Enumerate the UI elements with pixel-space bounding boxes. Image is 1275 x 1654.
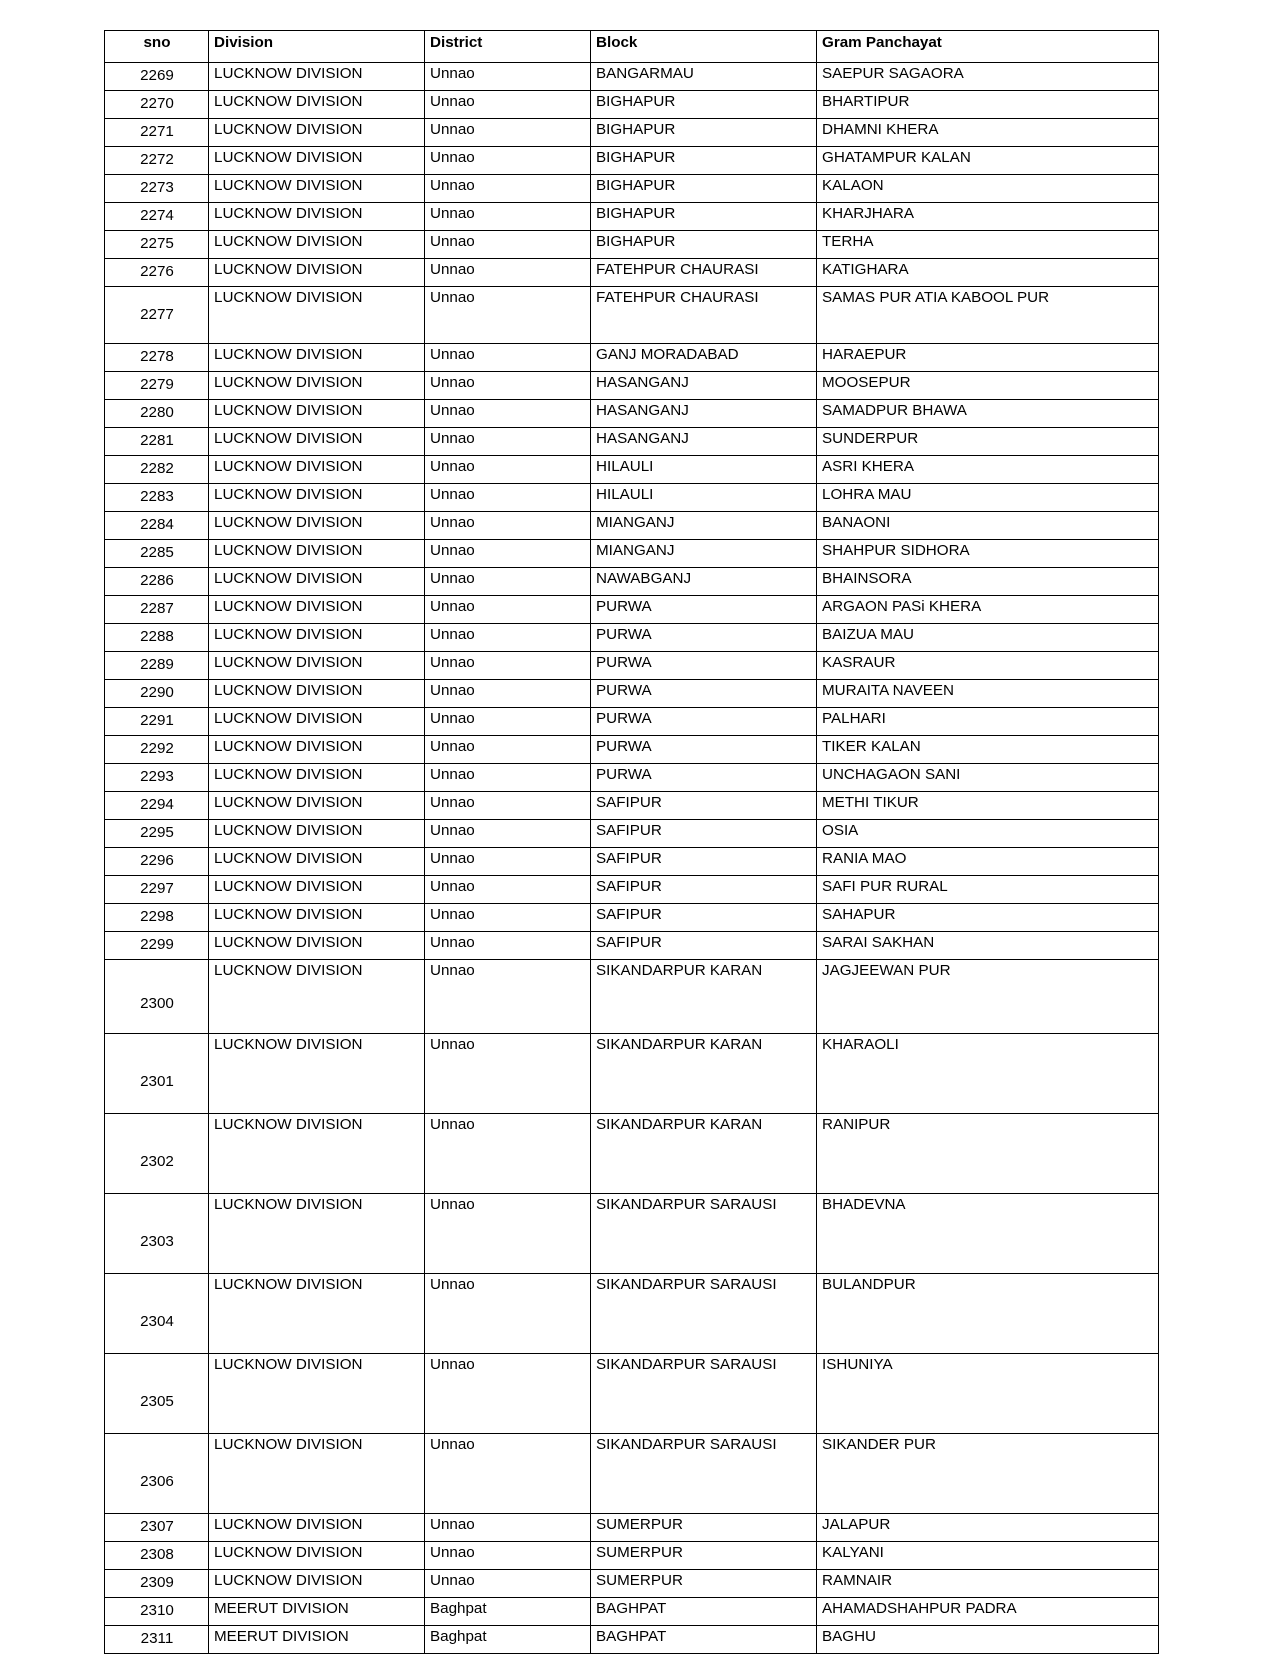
table-row: [105, 960, 1159, 1034]
cell-gram-panchayat: BANAONI: [817, 512, 1159, 540]
cell-block: SIKANDARPUR KARAN: [591, 1114, 817, 1194]
cell-block: SAFIPUR: [591, 820, 817, 848]
cell-block: PURWA: [591, 652, 817, 680]
cell-division: LUCKNOW DIVISION: [209, 372, 425, 400]
cell-block: SIKANDARPUR SARAUSI: [591, 1194, 817, 1274]
cell-sno: 2288: [105, 624, 209, 652]
cell-gram-panchayat: KASRAUR: [817, 652, 1159, 680]
table-row: [105, 119, 1159, 147]
cell-sno: 2291: [105, 708, 209, 736]
cell-district: Unnao: [425, 960, 591, 1034]
cell-division: LUCKNOW DIVISION: [209, 960, 425, 1034]
cell-sno: 2301: [105, 1034, 209, 1114]
cell-division: LUCKNOW DIVISION: [209, 1514, 425, 1542]
cell-gram-panchayat: BULANDPUR: [817, 1274, 1159, 1354]
cell-district: Unnao: [425, 119, 591, 147]
cell-division: LUCKNOW DIVISION: [209, 1434, 425, 1514]
cell-division: LUCKNOW DIVISION: [209, 904, 425, 932]
cell-district: Unnao: [425, 344, 591, 372]
cell-district: Unnao: [425, 624, 591, 652]
cell-gram-panchayat: SAFI PUR RURAL: [817, 876, 1159, 904]
cell-sno: 2311: [105, 1626, 209, 1654]
cell-gram-panchayat: RAMNAIR: [817, 1570, 1159, 1598]
cell-block: PURWA: [591, 624, 817, 652]
table-row: [105, 568, 1159, 596]
table-row: [105, 512, 1159, 540]
cell-gram-panchayat: LOHRA MAU: [817, 484, 1159, 512]
cell-sno: 2280: [105, 400, 209, 428]
cell-district: Unnao: [425, 428, 591, 456]
cell-block: PURWA: [591, 596, 817, 624]
cell-block: BIGHAPUR: [591, 231, 817, 259]
cell-gram-panchayat: KALYANI: [817, 1542, 1159, 1570]
cell-block: SIKANDARPUR SARAUSI: [591, 1274, 817, 1354]
table-row: [105, 652, 1159, 680]
cell-gram-panchayat: SUNDERPUR: [817, 428, 1159, 456]
table-row: [105, 91, 1159, 119]
cell-gram-panchayat: AHAMADSHAHPUR PADRA: [817, 1598, 1159, 1626]
cell-sno: 2292: [105, 736, 209, 764]
cell-division: LUCKNOW DIVISION: [209, 259, 425, 287]
cell-gram-panchayat: KHARJHARA: [817, 203, 1159, 231]
cell-sno: 2269: [105, 63, 209, 91]
cell-gram-panchayat: KATIGHARA: [817, 259, 1159, 287]
cell-sno: 2296: [105, 848, 209, 876]
cell-sno: 2283: [105, 484, 209, 512]
cell-sno: 2277: [105, 287, 209, 344]
cell-district: Unnao: [425, 680, 591, 708]
cell-sno: 2271: [105, 119, 209, 147]
cell-sno: 2281: [105, 428, 209, 456]
table-row: [105, 904, 1159, 932]
cell-block: SAFIPUR: [591, 876, 817, 904]
cell-division: LUCKNOW DIVISION: [209, 63, 425, 91]
table-row: [105, 736, 1159, 764]
cell-division: MEERUT DIVISION: [209, 1626, 425, 1654]
cell-sno: 2307: [105, 1514, 209, 1542]
cell-division: LUCKNOW DIVISION: [209, 932, 425, 960]
gram-panchayat-table: [104, 30, 1159, 1654]
cell-gram-panchayat: SHAHPUR SIDHORA: [817, 540, 1159, 568]
cell-district: Unnao: [425, 147, 591, 175]
cell-sno: 2273: [105, 175, 209, 203]
cell-block: BIGHAPUR: [591, 175, 817, 203]
cell-block: PURWA: [591, 680, 817, 708]
table-row: [105, 456, 1159, 484]
cell-district: Unnao: [425, 876, 591, 904]
cell-division: LUCKNOW DIVISION: [209, 652, 425, 680]
cell-division: LUCKNOW DIVISION: [209, 596, 425, 624]
cell-division: LUCKNOW DIVISION: [209, 484, 425, 512]
column-header-sno: sno: [105, 31, 209, 63]
cell-sno: 2295: [105, 820, 209, 848]
cell-district: Unnao: [425, 540, 591, 568]
cell-division: LUCKNOW DIVISION: [209, 175, 425, 203]
table-row: [105, 1354, 1159, 1434]
cell-block: HILAULI: [591, 484, 817, 512]
cell-gram-panchayat: GHATAMPUR KALAN: [817, 147, 1159, 175]
cell-block: SIKANDARPUR KARAN: [591, 1034, 817, 1114]
cell-division: LUCKNOW DIVISION: [209, 428, 425, 456]
cell-district: Unnao: [425, 764, 591, 792]
cell-sno: 2279: [105, 372, 209, 400]
cell-sno: 2306: [105, 1434, 209, 1514]
cell-division: LUCKNOW DIVISION: [209, 400, 425, 428]
table-row: [105, 1570, 1159, 1598]
table-row: [105, 400, 1159, 428]
table-row: [105, 708, 1159, 736]
cell-division: LUCKNOW DIVISION: [209, 1274, 425, 1354]
cell-district: Unnao: [425, 372, 591, 400]
cell-district: Unnao: [425, 848, 591, 876]
cell-gram-panchayat: OSIA: [817, 820, 1159, 848]
table-row: [105, 147, 1159, 175]
cell-gram-panchayat: RANIPUR: [817, 1114, 1159, 1194]
table-row: [105, 1598, 1159, 1626]
cell-district: Unnao: [425, 484, 591, 512]
table-row: [105, 1626, 1159, 1654]
cell-district: Unnao: [425, 91, 591, 119]
column-header-district: District: [425, 31, 591, 63]
cell-district: Unnao: [425, 568, 591, 596]
table-row: [105, 932, 1159, 960]
table-row: [105, 820, 1159, 848]
cell-district: Unnao: [425, 1114, 591, 1194]
cell-district: Unnao: [425, 1542, 591, 1570]
cell-block: BIGHAPUR: [591, 147, 817, 175]
gram-panchayat-table-wrapper: [104, 30, 1158, 1654]
cell-gram-panchayat: BHAINSORA: [817, 568, 1159, 596]
cell-sno: 2309: [105, 1570, 209, 1598]
cell-division: LUCKNOW DIVISION: [209, 736, 425, 764]
cell-division: LUCKNOW DIVISION: [209, 119, 425, 147]
cell-division: LUCKNOW DIVISION: [209, 540, 425, 568]
table-row: [105, 624, 1159, 652]
cell-gram-panchayat: ARGAON PASi KHERA: [817, 596, 1159, 624]
column-header-gram-panchayat: Gram Panchayat: [817, 31, 1159, 63]
cell-district: Unnao: [425, 596, 591, 624]
cell-sno: 2305: [105, 1354, 209, 1434]
cell-sno: 2304: [105, 1274, 209, 1354]
cell-division: LUCKNOW DIVISION: [209, 848, 425, 876]
cell-district: Unnao: [425, 792, 591, 820]
cell-district: Unnao: [425, 1274, 591, 1354]
table-row: [105, 876, 1159, 904]
cell-sno: 2285: [105, 540, 209, 568]
cell-division: LUCKNOW DIVISION: [209, 708, 425, 736]
table-row: [105, 792, 1159, 820]
cell-block: SUMERPUR: [591, 1542, 817, 1570]
cell-division: LUCKNOW DIVISION: [209, 344, 425, 372]
cell-gram-panchayat: JALAPUR: [817, 1514, 1159, 1542]
cell-division: LUCKNOW DIVISION: [209, 456, 425, 484]
cell-gram-panchayat: BAIZUA MAU: [817, 624, 1159, 652]
cell-block: SIKANDARPUR SARAUSI: [591, 1354, 817, 1434]
cell-division: LUCKNOW DIVISION: [209, 1354, 425, 1434]
cell-gram-panchayat: SAMADPUR BHAWA: [817, 400, 1159, 428]
cell-sno: 2275: [105, 231, 209, 259]
table-row: [105, 428, 1159, 456]
cell-district: Unnao: [425, 287, 591, 344]
cell-gram-panchayat: SAEPUR SAGAORA: [817, 63, 1159, 91]
table-row: [105, 764, 1159, 792]
table-row: [105, 484, 1159, 512]
cell-gram-panchayat: BHADEVNA: [817, 1194, 1159, 1274]
cell-block: SIKANDARPUR KARAN: [591, 960, 817, 1034]
cell-division: LUCKNOW DIVISION: [209, 568, 425, 596]
cell-district: Unnao: [425, 932, 591, 960]
table-header-row: [105, 31, 1159, 63]
table-row: [105, 203, 1159, 231]
cell-sno: 2297: [105, 876, 209, 904]
cell-block: MIANGANJ: [591, 512, 817, 540]
table-row: [105, 848, 1159, 876]
cell-sno: 2276: [105, 259, 209, 287]
cell-gram-panchayat: BHARTIPUR: [817, 91, 1159, 119]
cell-district: Unnao: [425, 1570, 591, 1598]
cell-block: BIGHAPUR: [591, 203, 817, 231]
cell-gram-panchayat: ASRI KHERA: [817, 456, 1159, 484]
cell-sno: 2270: [105, 91, 209, 119]
cell-block: BIGHAPUR: [591, 91, 817, 119]
cell-block: NAWABGANJ: [591, 568, 817, 596]
cell-district: Unnao: [425, 1434, 591, 1514]
cell-division: LUCKNOW DIVISION: [209, 512, 425, 540]
cell-sno: 2298: [105, 904, 209, 932]
cell-district: Unnao: [425, 63, 591, 91]
table-row: [105, 540, 1159, 568]
cell-gram-panchayat: TERHA: [817, 231, 1159, 259]
cell-sno: 2282: [105, 456, 209, 484]
cell-district: Unnao: [425, 1354, 591, 1434]
cell-sno: 2300: [105, 960, 209, 1034]
cell-division: LUCKNOW DIVISION: [209, 287, 425, 344]
cell-block: PURWA: [591, 736, 817, 764]
table-row: [105, 1434, 1159, 1514]
cell-division: MEERUT DIVISION: [209, 1598, 425, 1626]
cell-block: FATEHPUR CHAURASI: [591, 259, 817, 287]
cell-division: LUCKNOW DIVISION: [209, 680, 425, 708]
cell-block: SAFIPUR: [591, 932, 817, 960]
cell-block: SAFIPUR: [591, 792, 817, 820]
column-header-block: Block: [591, 31, 817, 63]
cell-sno: 2284: [105, 512, 209, 540]
cell-division: LUCKNOW DIVISION: [209, 1034, 425, 1114]
cell-block: SAFIPUR: [591, 904, 817, 932]
cell-block: HASANGANJ: [591, 428, 817, 456]
cell-district: Unnao: [425, 456, 591, 484]
cell-sno: 2299: [105, 932, 209, 960]
column-header-division: Division: [209, 31, 425, 63]
cell-block: BIGHAPUR: [591, 119, 817, 147]
cell-gram-panchayat: RANIA MAO: [817, 848, 1159, 876]
cell-sno: 2290: [105, 680, 209, 708]
cell-block: SAFIPUR: [591, 848, 817, 876]
cell-block: HASANGANJ: [591, 400, 817, 428]
table-row: [105, 1542, 1159, 1570]
cell-division: LUCKNOW DIVISION: [209, 792, 425, 820]
cell-district: Unnao: [425, 512, 591, 540]
cell-division: LUCKNOW DIVISION: [209, 624, 425, 652]
cell-gram-panchayat: JAGJEEWAN PUR: [817, 960, 1159, 1034]
table-body: [105, 63, 1159, 1654]
table-row: [105, 231, 1159, 259]
table-row: [105, 680, 1159, 708]
cell-gram-panchayat: ISHUNIYA: [817, 1354, 1159, 1434]
table-row: [105, 63, 1159, 91]
cell-block: MIANGANJ: [591, 540, 817, 568]
cell-gram-panchayat: MURAITA NAVEEN: [817, 680, 1159, 708]
table-row: [105, 1114, 1159, 1194]
cell-district: Unnao: [425, 175, 591, 203]
cell-block: HASANGANJ: [591, 372, 817, 400]
table-row: [105, 175, 1159, 203]
table-row: [105, 1034, 1159, 1114]
cell-gram-panchayat: HARAEPUR: [817, 344, 1159, 372]
cell-gram-panchayat: KALAON: [817, 175, 1159, 203]
cell-division: LUCKNOW DIVISION: [209, 764, 425, 792]
cell-district: Unnao: [425, 1034, 591, 1114]
cell-gram-panchayat: BAGHU: [817, 1626, 1159, 1654]
cell-gram-panchayat: SAHAPUR: [817, 904, 1159, 932]
cell-block: HILAULI: [591, 456, 817, 484]
cell-district: Unnao: [425, 1514, 591, 1542]
cell-district: Unnao: [425, 400, 591, 428]
table-row: [105, 259, 1159, 287]
cell-block: BAGHPAT: [591, 1626, 817, 1654]
cell-sno: 2274: [105, 203, 209, 231]
cell-district: Unnao: [425, 820, 591, 848]
cell-division: LUCKNOW DIVISION: [209, 876, 425, 904]
cell-block: BAGHPAT: [591, 1598, 817, 1626]
cell-division: LUCKNOW DIVISION: [209, 203, 425, 231]
cell-sno: 2294: [105, 792, 209, 820]
cell-division: LUCKNOW DIVISION: [209, 1194, 425, 1274]
cell-sno: 2286: [105, 568, 209, 596]
cell-division: LUCKNOW DIVISION: [209, 91, 425, 119]
cell-gram-panchayat: PALHARI: [817, 708, 1159, 736]
cell-block: SIKANDARPUR SARAUSI: [591, 1434, 817, 1514]
cell-block: SUMERPUR: [591, 1570, 817, 1598]
cell-block: BANGARMAU: [591, 63, 817, 91]
cell-gram-panchayat: SARAI SAKHAN: [817, 932, 1159, 960]
cell-sno: 2303: [105, 1194, 209, 1274]
cell-district: Unnao: [425, 203, 591, 231]
cell-district: Unnao: [425, 1194, 591, 1274]
cell-division: LUCKNOW DIVISION: [209, 820, 425, 848]
cell-gram-panchayat: TIKER KALAN: [817, 736, 1159, 764]
table-row: [105, 1274, 1159, 1354]
cell-gram-panchayat: MOOSEPUR: [817, 372, 1159, 400]
table-header: [105, 31, 1159, 63]
cell-block: PURWA: [591, 708, 817, 736]
cell-district: Unnao: [425, 652, 591, 680]
cell-division: LUCKNOW DIVISION: [209, 147, 425, 175]
table-row: [105, 1194, 1159, 1274]
table-row: [105, 596, 1159, 624]
cell-district: Baghpat: [425, 1598, 591, 1626]
cell-district: Unnao: [425, 259, 591, 287]
cell-sno: 2287: [105, 596, 209, 624]
cell-sno: 2310: [105, 1598, 209, 1626]
cell-division: LUCKNOW DIVISION: [209, 1114, 425, 1194]
cell-division: LUCKNOW DIVISION: [209, 1542, 425, 1570]
cell-gram-panchayat: SIKANDER PUR: [817, 1434, 1159, 1514]
cell-block: PURWA: [591, 764, 817, 792]
cell-district: Unnao: [425, 708, 591, 736]
cell-sno: 2278: [105, 344, 209, 372]
cell-sno: 2289: [105, 652, 209, 680]
cell-sno: 2272: [105, 147, 209, 175]
cell-district: Unnao: [425, 904, 591, 932]
cell-gram-panchayat: DHAMNI KHERA: [817, 119, 1159, 147]
cell-gram-panchayat: SAMAS PUR ATIA KABOOL PUR: [817, 287, 1159, 344]
cell-gram-panchayat: METHI TIKUR: [817, 792, 1159, 820]
cell-block: FATEHPUR CHAURASI: [591, 287, 817, 344]
table-row: [105, 1514, 1159, 1542]
cell-gram-panchayat: KHARAOLI: [817, 1034, 1159, 1114]
table-row: [105, 372, 1159, 400]
cell-district: Baghpat: [425, 1626, 591, 1654]
cell-sno: 2302: [105, 1114, 209, 1194]
table-row: [105, 287, 1159, 344]
cell-sno: 2308: [105, 1542, 209, 1570]
table-row: [105, 344, 1159, 372]
cell-district: Unnao: [425, 231, 591, 259]
cell-block: SUMERPUR: [591, 1514, 817, 1542]
cell-block: GANJ MORADABAD: [591, 344, 817, 372]
cell-district: Unnao: [425, 736, 591, 764]
cell-division: LUCKNOW DIVISION: [209, 1570, 425, 1598]
cell-gram-panchayat: UNCHAGAON SANI: [817, 764, 1159, 792]
cell-division: LUCKNOW DIVISION: [209, 231, 425, 259]
cell-sno: 2293: [105, 764, 209, 792]
